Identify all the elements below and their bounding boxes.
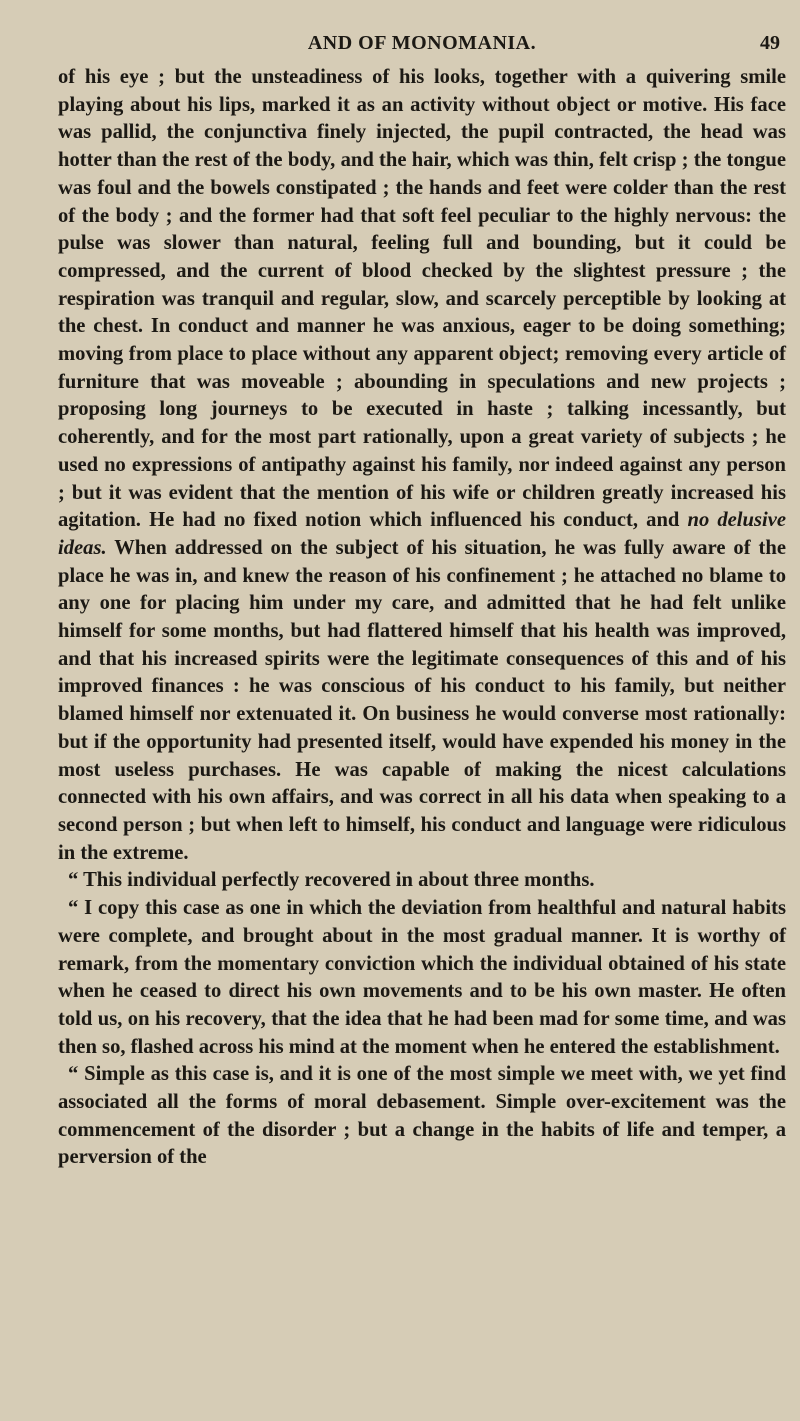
page-header — [58, 0, 786, 64]
paragraph-moral-debasement: “ Simple as this case is, and it is one of the most simple we meet with, we yet find associated all the forms of moral debasement. Simple over-excitement was the commencement of the disorder ; but a change in the habits of life and temper, a perversion of the — [58, 1063, 786, 1169]
paragraph-recovery: “ This individual perfectly recovered in about three months. — [68, 869, 595, 892]
paragraph-case-description — [58, 64, 786, 867]
italic-phrase: no delusive ideas. — [58, 509, 786, 559]
body-text — [58, 64, 786, 1172]
text-run: of his eye ; but the unsteadiness of his looks, together with a quivering smile playing about his lips, marked it as an activity without object or motive. His face was pallid, the conjunctiva finely injected, the pupil contracted, the head was hotter than the rest of the body, and the hair, which was thin, felt crisp ; the tongue was foul and the bowels constipated ; the hands and feet were colder than the rest of the body ; and the former had that soft feel peculiar to the highly nervous: the pulse was slower than natural, feeling full and bounding, but it could be compressed, and the current of blood checked by the slightest pressure ; the respiration was tranquil and regular, slow, and scarcely perceptible by looking at the chest. In conduct and manner he was anxious, eager to be doing something; moving from place to place without any apparent object; removing every article of furniture that was moveable ; abounding in speculations and new projects ; proposing long journeys to be executed in haste ; talking incessantly, but coherently, and for the most part rationally, upon a great variety of subjects ; he used no expressions of antipathy against his family, nor indeed against any person ; but it was evident that the mention of his wife or children greatly increased his agitation. He had no fixed notion which influenced his conduct, and — [58, 66, 786, 532]
page-number: 49 — [760, 32, 780, 54]
paragraph-case-remark: “ I copy this case as one in which the deviation from healthful and natural habits were complete, and brought about in the most gradual manner. It is worthy of remark, from the momentary conviction which the individual obtained of his state when he ceased to direct his own movements and to be his own master. He often told us, on his recovery, that the idea that he had been mad for some time, and was then so, flashed across his mind at the moment when he entered the establishment. — [58, 897, 786, 1058]
running-head: AND OF MONOMANIA. — [307, 32, 537, 54]
text-run: When addressed on the subject of his situation, he was fully aware of the place he was in, and knew the reason of his confinement ; he attached no blame to any one for placing him under my care, and admitted that he had felt unlike himself for some months, but had flattered himself that his health was improved, and that his increased spirits were the legitimate consequences of this and of his improved finances : he was conscious of his conduct to his family, but neither blamed himself nor extenuated it. On business he would converse most rationally: but if the opportunity had presented itself, would have expended his money in the most useless purchases. He was capable of making the nicest calculations connected with his own affairs, and was correct in all his data when speaking to a second person ; but when left to himself, his conduct and language were ridiculous in the extreme. — [58, 536, 786, 864]
